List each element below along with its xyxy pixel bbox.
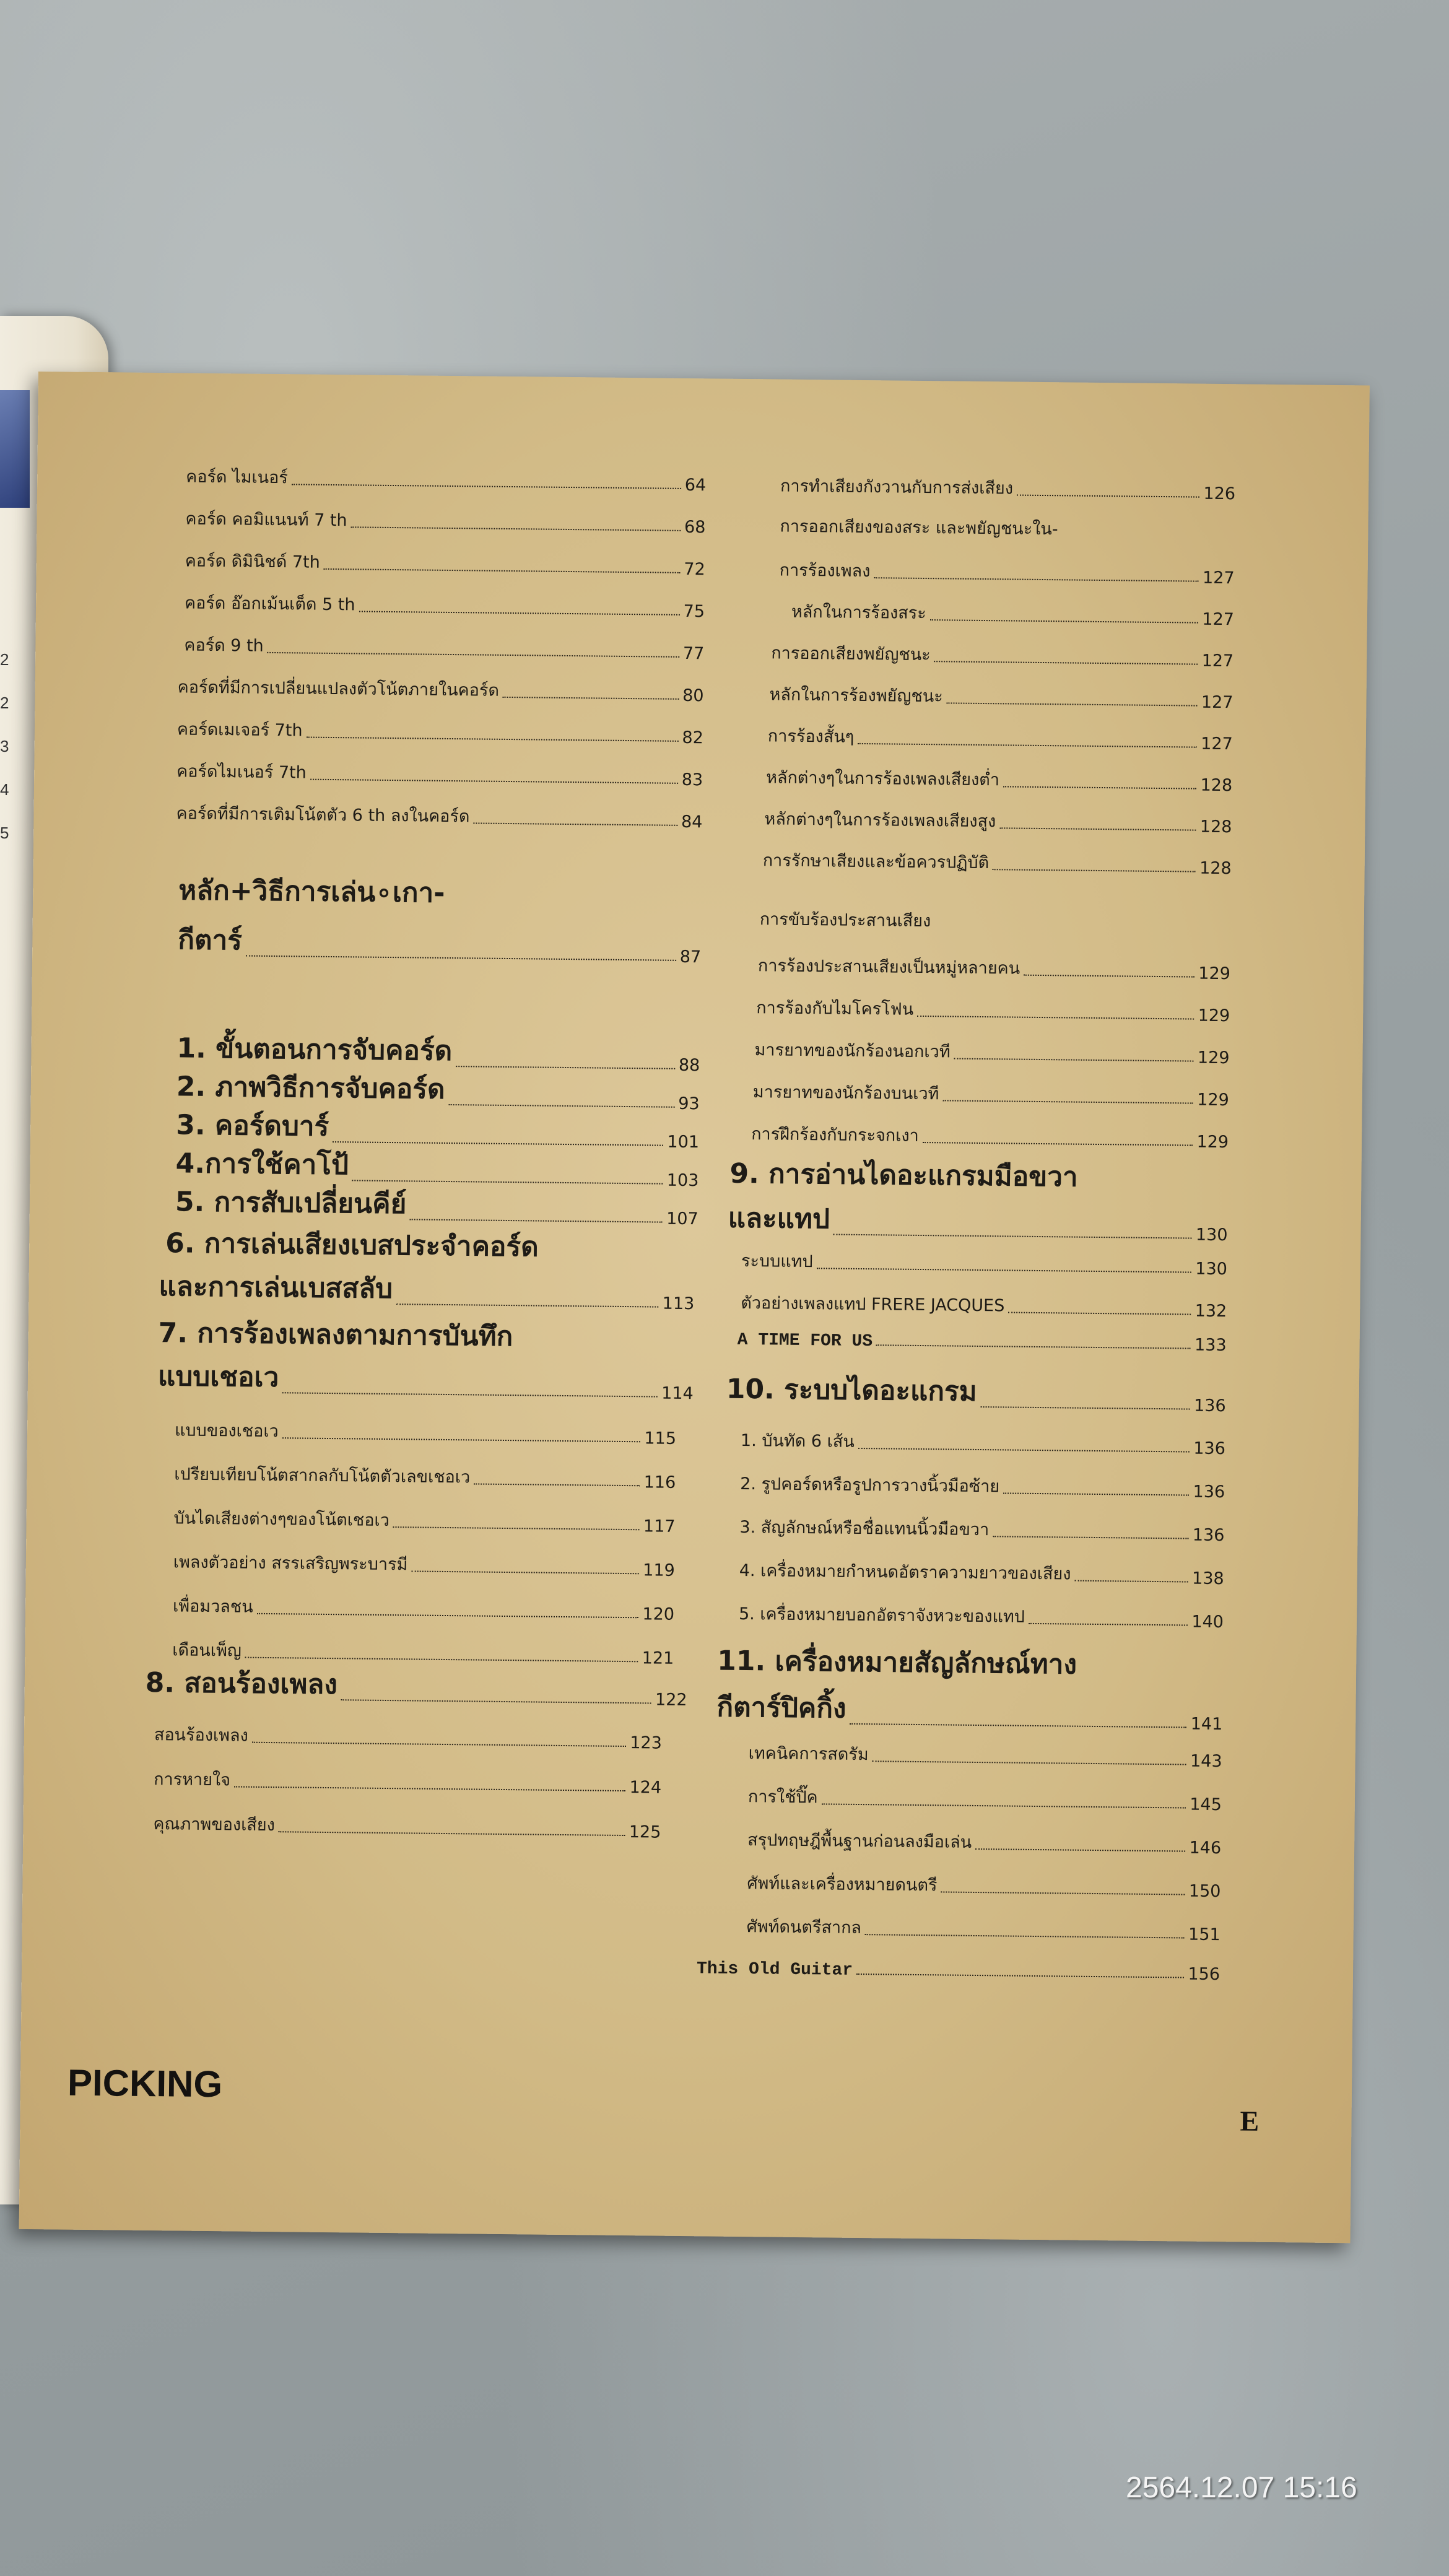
dot-leader [396,1303,659,1307]
toc-page-number: 136 [1193,1482,1225,1502]
toc-label: กีตาร์ [178,924,243,957]
toc-entry [739,1600,1224,1632]
toc-page-number: 156 [1188,1964,1221,1985]
toc-page-number: 103 [666,1170,699,1191]
dot-leader [822,1803,1186,1808]
toc-entry [747,1826,1221,1858]
page-footer-letter: E [1240,2105,1260,2137]
toc-page-number: 127 [1202,609,1235,630]
toc-label: ตัวอย่างเพลงแทป FRERE JACQUES [741,1293,1005,1316]
toc-label: สอนร้องเพลง [154,1725,248,1746]
toc-heading [178,918,702,967]
dot-leader [833,1234,1192,1239]
dot-leader [930,619,1199,624]
toc-page-number: 130 [1195,1259,1228,1279]
toc-entry [763,846,1232,878]
toc-label: คอร์ดไมเนอร์ 7th [176,762,307,783]
toc-label: มารยาทของนักร้องนอกเวที [754,1040,951,1062]
toc-page-number: 145 [1190,1795,1222,1815]
dot-leader [359,611,679,615]
dot-leader [279,1831,625,1836]
toc-entry [740,1470,1225,1502]
dot-leader [850,1723,1186,1728]
dot-leader [474,1483,640,1486]
toc-page-number: 72 [684,559,705,580]
toc-label: 4. เครื่องหมายกำหนดอัตราความยาวของเสียง [739,1560,1071,1584]
toc-heading: หลัก+วิธีการเล่น∘เกา- [178,874,445,909]
toc-label: 2. รูปคอร์ดหรือรูปการวางนิ้วมือซ้าย [740,1474,1000,1497]
dot-leader [268,652,679,658]
toc-entry-chord [185,589,705,621]
toc-section [716,1686,1223,1734]
dot-leader [874,577,1199,581]
toc-label: 1. ขั้นตอนการจับคอร์ด [176,1032,453,1068]
toc-page-number: 150 [1188,1881,1221,1902]
toc-page-number: 115 [644,1429,677,1448]
toc-entry [154,1765,661,1798]
toc-page-number: 101 [667,1132,700,1152]
toc-label: มารยาทของนักร้องบนเวที [752,1082,939,1104]
toc-page-number: 129 [1197,1090,1229,1110]
toc-page-number: 126 [1203,484,1236,504]
dot-leader [246,955,676,961]
toc-page-number: 123 [630,1733,663,1753]
toc-section: 9. การอ่านไดอะแกรมมือขวา [729,1157,1078,1193]
dot-leader [980,1406,1190,1410]
toc-section [728,1196,1228,1245]
dot-leader [282,1392,658,1397]
toc-entry [747,1869,1221,1901]
toc-page-number: 122 [655,1690,687,1710]
toc-page-number: 128 [1199,817,1232,837]
toc-entry [748,1739,1222,1771]
toc-page-number: 107 [666,1209,698,1229]
dot-leader [858,1448,1190,1453]
toc-entry [174,1460,676,1492]
dot-leader [411,1570,639,1574]
dot-leader [410,1219,663,1222]
toc-label: บันไดเสียงต่างๆของโน้ตเชอเว [173,1508,390,1531]
toc-page-number: 88 [678,1055,700,1076]
dot-leader [1003,1492,1190,1495]
toc-page-number: 128 [1200,775,1233,796]
dot-leader [1008,1312,1191,1315]
dot-leader [393,1526,640,1530]
toc-entry [741,1247,1227,1279]
dot-leader [993,869,1196,872]
toc-label: การร้องเพลง [779,560,871,581]
dot-leader [324,568,681,573]
dot-leader [1003,786,1197,789]
toc-entry-chord [185,505,705,537]
toc-label: การหายใจ [154,1770,231,1790]
toc-entry [771,639,1234,671]
toc-entry [173,1548,675,1580]
book-page [19,372,1370,2243]
toc-page-number: 124 [629,1778,662,1798]
toc-page-number: 133 [1194,1335,1227,1355]
toc-label: และแทป [728,1202,830,1235]
toc-entry [739,1513,1224,1545]
dot-leader [503,697,679,700]
toc-page-number: 136 [1193,1396,1226,1416]
dot-leader [876,1344,1191,1349]
dot-leader [257,1613,639,1618]
toc-page-number: 129 [1198,1006,1230,1026]
toc-page-number: 138 [1191,1569,1224,1589]
toc-entry [741,1427,1225,1458]
toc-right-column [38,372,1370,386]
dot-leader [306,737,678,742]
toc-label: แบบของเชอเว [174,1421,279,1442]
toc-page-number: 127 [1201,651,1234,671]
toc-entry [768,722,1233,754]
dot-leader [917,1016,1194,1020]
toc-page-number: 82 [682,728,704,748]
toc-entry [153,1810,661,1842]
toc-label: ศัพท์และเครื่องหมายดนตรี [747,1874,938,1895]
toc-entry-chord [185,547,705,579]
toc-page-number: 117 [643,1516,676,1536]
toc-label: หลักในการร้องพยัญชนะ [769,685,943,707]
dot-leader [473,822,677,825]
toc-label: เทคนิคการสดรัม [748,1744,869,1765]
dot-leader [310,779,678,784]
toc-label: เพลงตัวอย่าง สรรเสริญพระบารมี [173,1552,408,1575]
toc-section [175,1180,699,1229]
toc-page-number: 128 [1199,858,1232,879]
toc-page-number: 83 [681,770,703,790]
toc-page-number: 146 [1189,1838,1222,1858]
toc-entry [753,1078,1229,1110]
dot-leader [234,1786,626,1791]
toc-label: คอร์ด ไมเนอร์ [186,467,289,488]
toc-entry [758,952,1230,983]
toc-label: 8. สอนร้องเพลง [145,1666,338,1701]
toc-label: 3. สัญลักษณ์หรือชื่อแทนนิ้วมือขวา [739,1517,990,1540]
toc-entry [741,1289,1227,1321]
toc-page-number: 136 [1192,1525,1225,1546]
toc-page-number: 116 [643,1473,676,1492]
toc-label: แบบเชอเว [157,1360,279,1394]
toc-section [158,1354,694,1403]
toc-label: คอร์ด 9 th [184,635,264,656]
toc-entry-chord [186,463,706,495]
dot-leader [858,743,1197,748]
toc-label: 5. การสับเปลี่ยนคีย์ [175,1186,407,1221]
toc-label: 4.การใช้คาโป้ [175,1147,349,1181]
toc-page-number: 129 [1197,1048,1230,1068]
toc-entry [747,1913,1221,1944]
dot-leader [1074,1580,1188,1583]
dot-leader [856,1973,1184,1978]
toc-left-column [38,372,1370,386]
toc-page-number: 129 [1198,964,1231,984]
toc-entry [756,994,1230,1025]
dot-leader [934,661,1198,664]
toc-label: การร้องสั้นๆ [767,726,855,747]
toc-entry [154,1721,662,1753]
toc-entry [754,1036,1229,1068]
dot-leader [292,484,681,489]
toc-section [726,1367,1226,1416]
toc-label: คอร์ดที่มีการเติมโน้ตตัว 6 th ลงในคอร์ด [176,804,470,827]
dot-leader [351,526,681,531]
dot-leader [817,1268,1192,1273]
dot-leader [282,1437,641,1442]
dot-leader [975,1848,1185,1852]
toc-entry-chord [177,673,703,705]
toc-section: 7. การร้องเพลงตามการบันทึก [158,1317,513,1353]
toc-page-number: 120 [642,1604,675,1624]
toc-label: การออกเสียงพยัญชนะ [771,643,931,665]
toc-entry [175,1416,676,1448]
toc-label: การร้องประสานเสียงเป็นหมู่หลายคน [757,956,1020,978]
toc-entry [751,1120,1229,1152]
toc-page-number: 113 [662,1294,695,1314]
toc-page-number: 127 [1201,734,1233,754]
toc-label: 1. บันทัด 6 เส้น [740,1430,855,1451]
toc-label: หลักต่างๆในการร้องเพลงเสียงต่ำ [766,768,1000,790]
toc-section [159,1264,695,1313]
edge-number: 4 [0,780,9,799]
toc-entry [791,598,1234,629]
toc-label: การฝึกร้องกับกระจกเงา [751,1125,919,1146]
toc-page-number: 140 [1191,1612,1224,1632]
toc-label: หลักในการร้องสระ [791,602,926,624]
dot-leader [1024,975,1194,978]
toc-label: คุณภาพของเสียง [153,1814,276,1835]
toc-label: เปรียบเทียบโน้ตสากลกับโน้ตตัวเลขเชอเว [174,1464,471,1487]
toc-entry-chord [177,715,703,747]
toc-label: สรุปทฤษฎีพื้นฐานก่อนลงมือเล่น [747,1830,972,1852]
dot-leader [947,702,1198,706]
toc-page-number: 64 [684,475,707,495]
toc-entry [769,681,1233,712]
toc-label: 2. ภาพวิธีการจับคอร์ด [176,1071,445,1105]
toc-label: A TIME FOR US [737,1330,873,1352]
toc-label: This Old Guitar [696,1959,853,1980]
toc-label: เดือนเพ็ญ [172,1640,242,1661]
toc-page-number: 93 [678,1094,700,1114]
toc-label: คอร์ดที่มีการเปลี่ยนแปลงตัวโน้ตภายในคอร์ด [177,677,500,700]
toc-page-number: 129 [1196,1132,1229,1152]
toc-entry [779,557,1234,588]
dot-leader [1017,495,1200,498]
toc-label: การร้องกับไมโครโฟน [756,998,914,1019]
dot-leader [872,1760,1186,1765]
toc-entry [738,1331,1227,1355]
edge-number: 2 [0,650,9,669]
toc-label: การทำเสียงกังวานกับการส่งเสียง [780,476,1014,498]
toc-entry [780,472,1235,504]
page-footer-title: PICKING [67,2061,223,2105]
toc-page-number: 84 [681,812,703,832]
toc-label: คอร์ด ดิมินิชด์ 7th [185,551,320,572]
toc-page-number: 68 [684,517,706,537]
toc-page-number: 77 [682,643,705,664]
toc-page-number: 130 [1195,1225,1228,1245]
toc-label: 5. เครื่องหมายบอกอัตราจังหวะของแทป [738,1604,1025,1627]
edge-number: 2 [0,694,9,712]
toc-page-number: 136 [1193,1438,1226,1459]
toc-section [145,1661,687,1710]
toc-label: 3. คอร์ดบาร์ [176,1109,329,1142]
dot-leader [942,1100,1193,1103]
toc-page-number: 141 [1190,1714,1223,1734]
toc-label: และการเล่นเบสสลับ [159,1271,393,1305]
dot-leader [252,1742,627,1747]
toc-page-number: 151 [1188,1925,1221,1945]
edge-number: 3 [0,737,9,755]
dot-leader [999,827,1196,830]
toc-subheading: การขับร้องประสานเสียง [759,910,931,931]
toc-entry-final [697,1959,1220,1984]
toc-label: เพื่อมวลชน [172,1596,253,1617]
edge-number: 5 [0,824,9,842]
toc-section: 11. เครื่องหมายสัญลักษณ์ทาง [716,1645,1077,1681]
toc-page-number: 75 [683,601,705,622]
toc-page-number: 87 [679,947,702,967]
toc-entry-chord [176,757,703,790]
toc-label: 10. ระบบไดอะแกรม [726,1373,977,1408]
toc-entry: การออกเสียงของสระ และพยัญชนะใน- [780,516,1058,539]
toc-page-number: 121 [642,1648,674,1668]
toc-label: คอร์ด คอมิแนนท์ 7 th [185,509,347,531]
dot-leader [1029,1623,1188,1626]
photo-timestamp: 2564.12.07 15:16 [1126,2471,1357,2504]
dot-leader [993,1536,1189,1539]
dot-leader [941,1891,1185,1895]
toc-label: การใช้ปิ๊ค [747,1787,818,1808]
dot-leader [923,1142,1193,1146]
dot-leader [865,1934,1185,1938]
toc-entry [748,1783,1222,1814]
blue-print-fragment [0,390,30,508]
toc-entry-chord [184,631,704,663]
toc-page-number: 125 [629,1822,661,1842]
dot-leader [245,1657,638,1663]
toc-label: ศัพท์ดนตรีสากล [746,1917,862,1938]
toc-entry [764,805,1232,837]
toc-label: คอร์ด อ๊อกเม้นเต็ด 5 th [184,593,355,615]
toc-entry-chord [176,799,702,832]
toc-page-number: 119 [643,1560,675,1580]
toc-page-number: 132 [1194,1301,1227,1321]
toc-label: คอร์ดเมเจอร์ 7th [176,720,303,741]
toc-label: หลักต่างๆในการร้องเพลงเสียงสูง [764,809,996,832]
toc-label: กีตาร์ปิคกิ้ง [716,1691,846,1725]
toc-entry [173,1592,674,1624]
toc-section: 6. การเล่นเสียงเบสประจำคอร์ด [165,1227,539,1263]
toc-page-number: 127 [1201,692,1234,713]
toc-page-number: 114 [661,1383,694,1404]
toc-page-number: 127 [1202,568,1235,588]
toc-page-number: 80 [682,685,704,706]
toc-entry [766,764,1232,795]
toc-entry [173,1504,675,1536]
toc-page-number: 143 [1190,1751,1222,1772]
dot-leader [341,1699,651,1704]
dot-leader [954,1058,1193,1062]
toc-label: ระบบแทป [741,1251,813,1272]
toc-entry [739,1557,1224,1588]
toc-label: การรักษาเสียงและข้อควรปฏิบัติ [762,851,990,873]
